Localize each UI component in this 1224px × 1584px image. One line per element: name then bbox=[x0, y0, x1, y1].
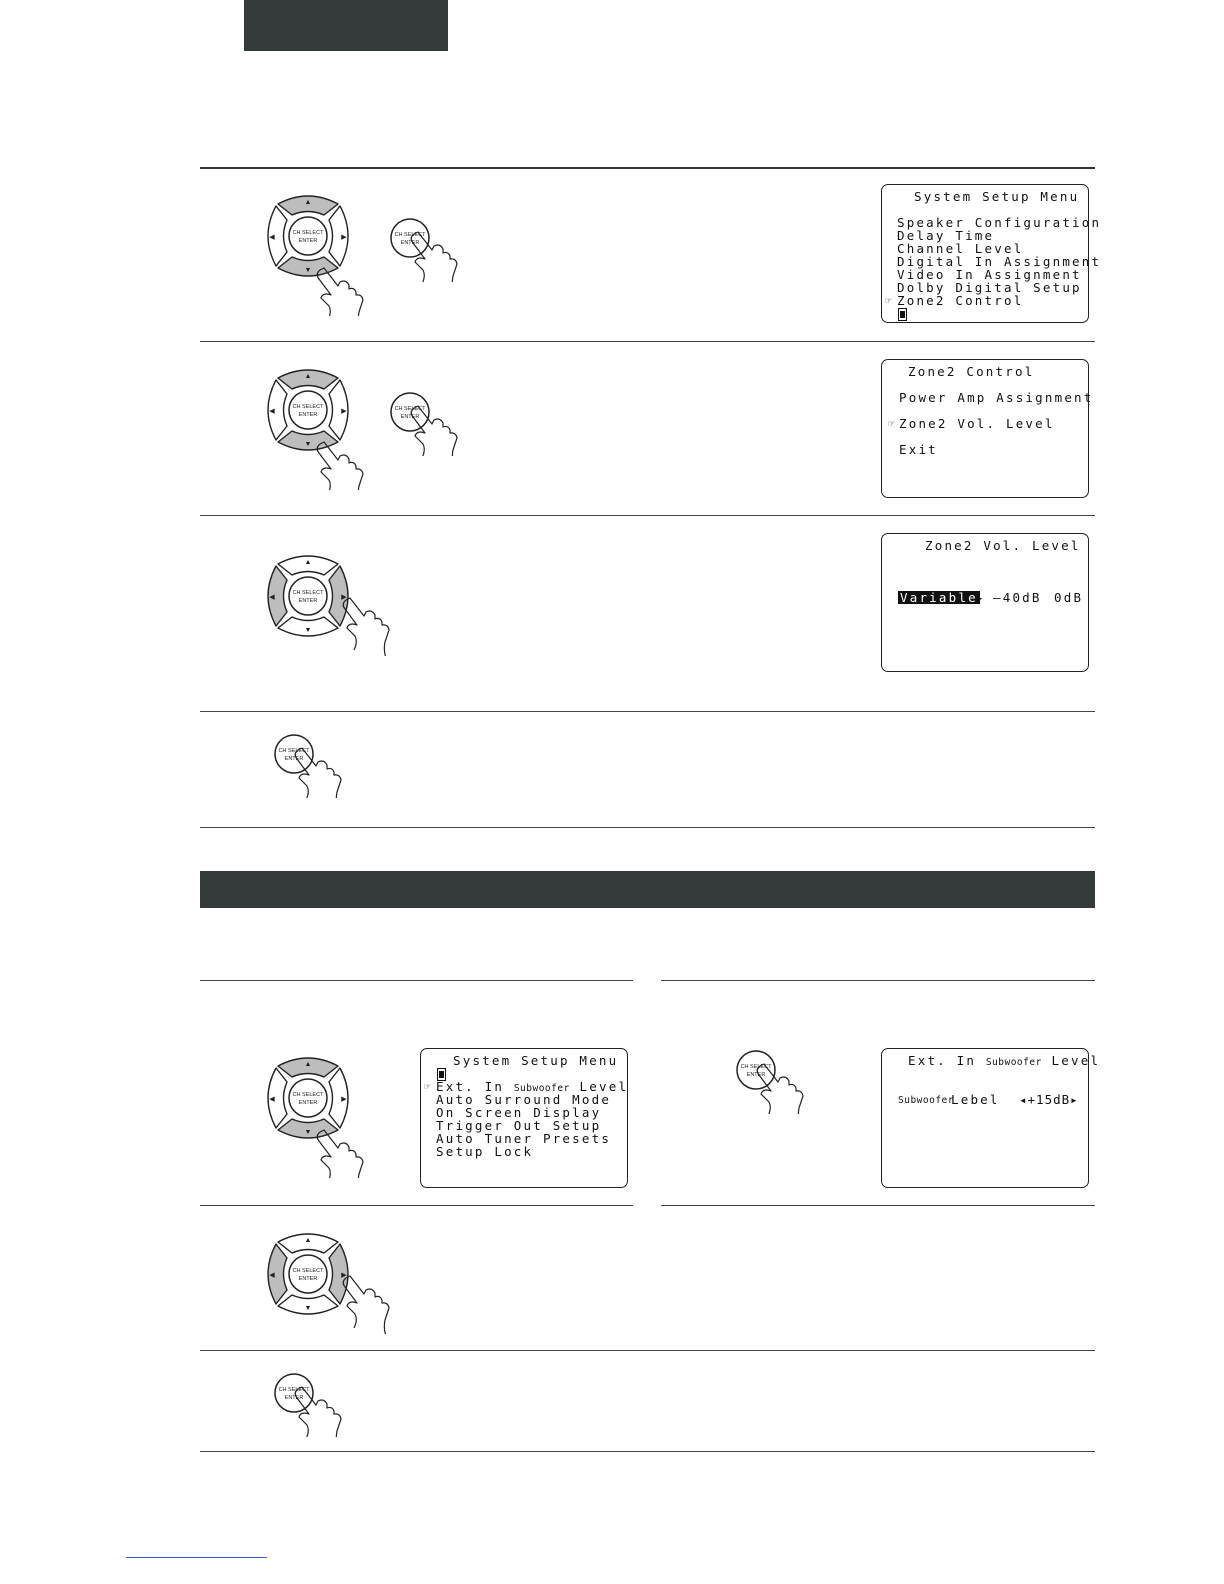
menu-item: Delay Time bbox=[897, 228, 995, 243]
down-arrow-icon: ▼ bbox=[304, 441, 312, 448]
down-arrow-icon: ▼ bbox=[304, 1129, 312, 1136]
center-button-label: ENTER bbox=[298, 412, 318, 418]
cursor-pad-icon bbox=[252, 360, 372, 490]
down-arrow-icon: ▼ bbox=[304, 267, 312, 274]
item-suffix: Level bbox=[579, 1079, 629, 1094]
up-arrow-icon: ▲ bbox=[304, 1061, 312, 1068]
center-button-label: ENTER bbox=[746, 1072, 766, 1078]
menu-item: Auto Tuner Presets bbox=[436, 1131, 612, 1146]
title-small: Subwoofer bbox=[985, 1057, 1042, 1068]
divider bbox=[200, 341, 1095, 342]
center-button-label: CH SELECT bbox=[292, 1268, 324, 1274]
link-underline bbox=[126, 1557, 267, 1558]
left-arrow-icon: ◀ bbox=[269, 408, 275, 415]
title-prefix: Ext. In bbox=[908, 1053, 977, 1068]
pressing-hand-icon bbox=[343, 598, 389, 656]
cursor-pad-icon bbox=[252, 546, 392, 656]
osd-screen-zone2-vol-level bbox=[881, 533, 1089, 672]
up-arrow-icon: ▲ bbox=[304, 199, 312, 206]
right-arrow-icon: ▸ bbox=[976, 590, 986, 605]
menu-item: Power Amp Assignment bbox=[899, 390, 1094, 405]
enter-button-icon bbox=[730, 1044, 810, 1114]
pointer-hand-icon: ☞ bbox=[885, 294, 892, 307]
pressing-hand-icon bbox=[317, 268, 363, 316]
right-arrow-icon: ▶ bbox=[341, 1096, 347, 1103]
menu-item: Digital In Assignment bbox=[897, 254, 1102, 269]
osd-screen-system-setup-menu-2 bbox=[420, 1048, 628, 1188]
center-button-label: ENTER bbox=[298, 1100, 318, 1106]
center-button-circle bbox=[289, 1255, 327, 1293]
center-button-label: CH SELECT bbox=[292, 1092, 324, 1098]
left-arrow-icon: ◀ bbox=[269, 1096, 275, 1103]
section-header-bar bbox=[200, 871, 1095, 908]
center-button-label: ENTER bbox=[400, 414, 420, 420]
osd-title: Zone2 Vol. Level bbox=[925, 538, 1081, 553]
center-button-circle bbox=[289, 391, 327, 429]
right-arrow-icon: ▶ bbox=[341, 408, 347, 415]
enter-button-icon bbox=[268, 1367, 348, 1437]
divider bbox=[200, 167, 1095, 169]
menu-item: Exit bbox=[899, 442, 938, 457]
menu-item: Auto Surround Mode bbox=[436, 1092, 612, 1107]
center-button-label: ENTER bbox=[284, 756, 304, 762]
enter-button-icon bbox=[384, 212, 464, 282]
center-button-label: ENTER bbox=[400, 240, 420, 246]
divider bbox=[200, 1205, 633, 1206]
center-button-label: CH SELECT bbox=[292, 230, 324, 236]
center-button-label: ENTER bbox=[298, 598, 318, 604]
title-suffix: Level bbox=[1051, 1053, 1101, 1068]
pointer-hand-icon: ☞ bbox=[424, 1080, 431, 1093]
pressing-hand-icon bbox=[317, 1130, 363, 1178]
center-button-label: CH SELECT bbox=[740, 1064, 772, 1070]
divider bbox=[200, 1451, 1095, 1452]
divider bbox=[661, 1205, 1095, 1206]
osd-title: System Setup Menu bbox=[453, 1053, 619, 1068]
divider bbox=[200, 515, 1095, 516]
cursor-pad-icon bbox=[252, 1048, 372, 1178]
right-arrow-icon: ▶ bbox=[341, 234, 347, 241]
header-tab-block bbox=[244, 0, 448, 51]
menu-item-selected: Zone2 Vol. Level bbox=[899, 416, 1055, 431]
pressing-hand-icon bbox=[317, 442, 363, 490]
left-arrow-icon: ◀ bbox=[269, 234, 275, 241]
divider bbox=[200, 711, 1095, 712]
right-arrow-icon: ▶ bbox=[341, 594, 347, 601]
menu-item: Trigger Out Setup bbox=[436, 1118, 602, 1133]
center-button-label: CH SELECT bbox=[278, 1387, 310, 1393]
down-arrow-icon: ▼ bbox=[304, 1305, 312, 1312]
setting-label: Lebel bbox=[951, 1092, 1000, 1107]
center-button-label: ENTER bbox=[298, 238, 318, 244]
menu-item: On Screen Display bbox=[436, 1105, 602, 1120]
menu-item: Setup Lock bbox=[436, 1144, 534, 1159]
range-max: 0dB bbox=[1054, 590, 1084, 605]
cursor-pad-icon bbox=[252, 186, 372, 316]
osd-title: System Setup Menu bbox=[914, 189, 1080, 204]
center-button-label: CH SELECT bbox=[394, 232, 426, 238]
center-button-circle bbox=[289, 217, 327, 255]
osd-screen-system-setup-menu bbox=[881, 184, 1102, 323]
range-min: –40dB bbox=[993, 590, 1042, 605]
item-prefix: Ext. In bbox=[436, 1079, 505, 1094]
divider bbox=[200, 1350, 1095, 1351]
enter-button-icon bbox=[384, 386, 464, 456]
center-button-label: ENTER bbox=[284, 1395, 304, 1401]
setting-value: ◂+15dB▸ bbox=[1019, 1092, 1079, 1107]
divider bbox=[661, 980, 1095, 981]
left-arrow-icon: ◀ bbox=[269, 594, 275, 601]
up-arrow-icon: ▲ bbox=[304, 559, 312, 566]
pressing-hand-icon bbox=[343, 1276, 389, 1334]
pointer-hand-icon: ☞ bbox=[888, 417, 895, 430]
up-arrow-icon: ▲ bbox=[304, 1237, 312, 1244]
center-button-circle bbox=[289, 577, 327, 615]
down-arrow-icon: ▼ bbox=[304, 627, 312, 634]
up-arrow-icon: ▲ bbox=[304, 373, 312, 380]
highlighted-option: Variable bbox=[900, 590, 978, 605]
item-small: Subwoofer bbox=[513, 1083, 570, 1094]
center-button-label: CH SELECT bbox=[292, 404, 324, 410]
right-arrow-icon: ▶ bbox=[341, 1272, 347, 1279]
left-arrow-icon: ◀ bbox=[269, 1272, 275, 1279]
osd-screen-zone2-control bbox=[881, 359, 1094, 498]
osd-title bbox=[908, 1054, 1100, 1069]
divider bbox=[200, 827, 1095, 828]
center-button-label: CH SELECT bbox=[394, 406, 426, 412]
setting-label-small: Subwoofer bbox=[898, 1095, 954, 1106]
menu-item-selected: Zone2 Control bbox=[897, 293, 1024, 308]
center-button-label: CH SELECT bbox=[292, 590, 324, 596]
center-button-label: CH SELECT bbox=[278, 748, 310, 754]
menu-item: Video In Assignment bbox=[897, 267, 1082, 282]
divider bbox=[200, 980, 633, 981]
menu-item: Dolby Digital Setup bbox=[897, 280, 1082, 295]
osd-screen-ext-in-subwoofer-level bbox=[881, 1048, 1101, 1188]
down-arrow-icon bbox=[898, 308, 907, 322]
center-button-label: ENTER bbox=[298, 1276, 318, 1282]
center-button-circle bbox=[289, 1079, 327, 1117]
menu-item: Speaker Configuration bbox=[897, 215, 1102, 230]
cursor-pad-icon bbox=[252, 1224, 392, 1334]
menu-item: Channel Level bbox=[897, 241, 1024, 256]
enter-button-icon bbox=[268, 728, 348, 798]
osd-title: Zone2 Control bbox=[908, 364, 1035, 379]
